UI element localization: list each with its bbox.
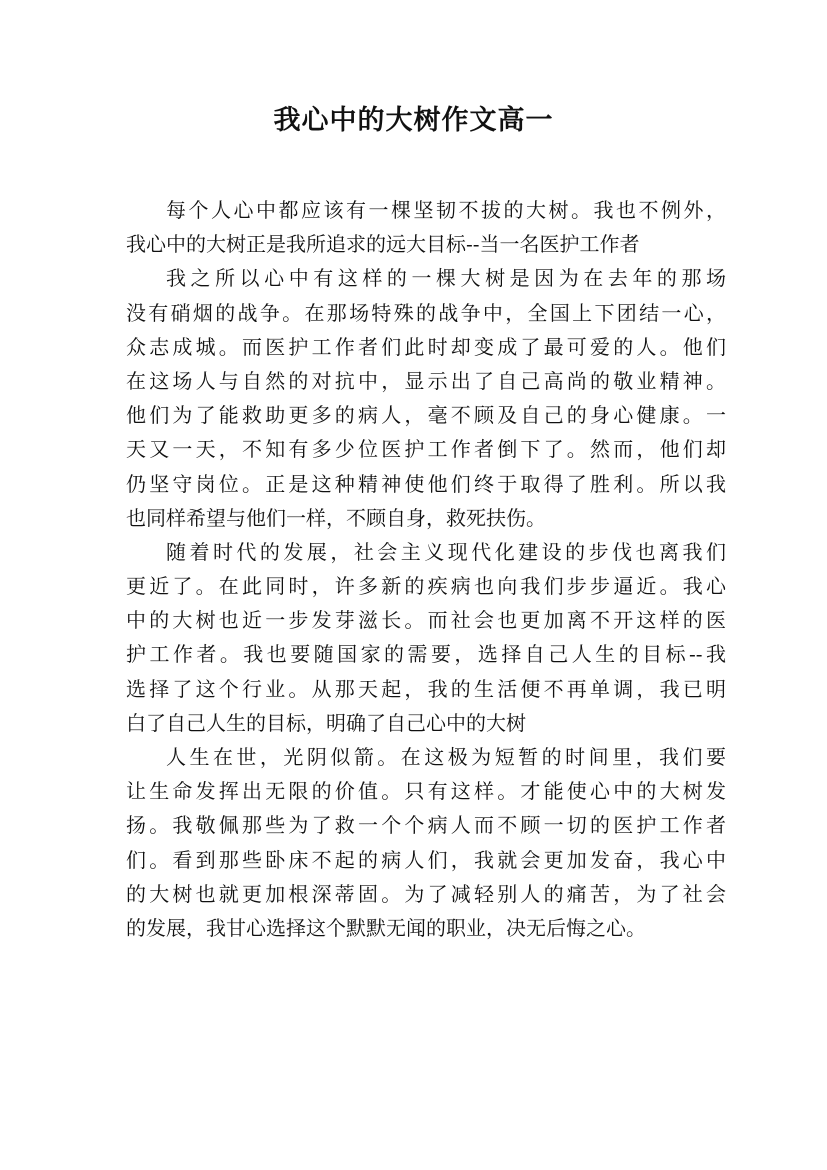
paragraph-2-line-8: 也同样希望与他们一样，不顾自身，救死扶伤。 [126,505,546,530]
paragraph-3-line-5: 选择了这个行业。从那天起，我的生活便不再单调，我已明 [126,676,726,701]
paragraph-4-line-1: 人生在世，光阴似箭。在这极为短暂的时间里，我们要 [166,745,726,769]
paragraph-2-line-3: 众志成城。而医护工作者们此时却变成了最可爱的人。他们 [126,334,726,359]
paragraph-2-line-6: 天又一天，不知有多少位医护工作者倒下了。然而，他们却 [126,437,726,462]
paragraph-4-line-2: 让生命发挥出无限的价值。只有这样。才能使心中的大树发 [126,779,726,804]
paragraph-2-line-1: 我之所以心中有这样的一棵大树是因为在去年的那场 [166,266,726,291]
paragraph-2-line-2: 没有硝烟的战争。在那场特殊的战争中，全国上下团结一心， [126,300,726,325]
paragraph-2-line-5: 他们为了能救助更多的病人，毫不顾及自己的身心健康。一 [126,403,726,428]
document-body [126,193,726,945]
paragraph-4-line-5: 的大树也就更加根深蒂固。为了减轻别人的痛苦，为了社会 [126,881,726,906]
paragraph-3-line-2: 更近了。在此同时，许多新的疾病也向我们步步逼近。我心 [126,574,726,599]
paragraph-3-line-6: 白了自己人生的目标，明确了自己心中的大树 [126,710,526,735]
paragraph-2-line-4: 在这场人与自然的对抗中，显示出了自己高尚的敬业精神。 [126,368,726,393]
paragraph-3-line-4: 护工作者。我也要随国家的需要，选择自己人生的目标--我 [126,642,726,667]
paragraph-3-line-1: 随着时代的发展，社会主义现代化建设的步伐也离我们 [166,539,726,564]
paragraph-4-line-3: 扬。我敬佩那些为了救一个个病人而不顾一切的医护工作者 [126,813,726,838]
paragraph-1-line-1: 每个人心中都应该有一棵坚韧不拔的大树。我也不例外， [166,198,726,222]
paragraph-1-line-2: 我心中的大树正是我所追求的远大目标--当一名医护工作者 [126,232,640,257]
document-title: 我心中的大树作文高一 [273,105,554,136]
paragraph-3-line-3: 中的大树也近一步发芽滋长。而社会也更加离不开这样的医 [126,608,726,633]
paragraph-4-line-6: 的发展，我甘心选择这个默默无闻的职业，决无后悔之心。 [126,915,646,940]
paragraph-4-line-4: 们。看到那些卧床不起的病人们，我就会更加发奋，我心中 [126,847,726,872]
paragraph-2-line-7: 仍坚守岗位。正是这种精神使他们终于取得了胜利。所以我 [126,471,726,496]
